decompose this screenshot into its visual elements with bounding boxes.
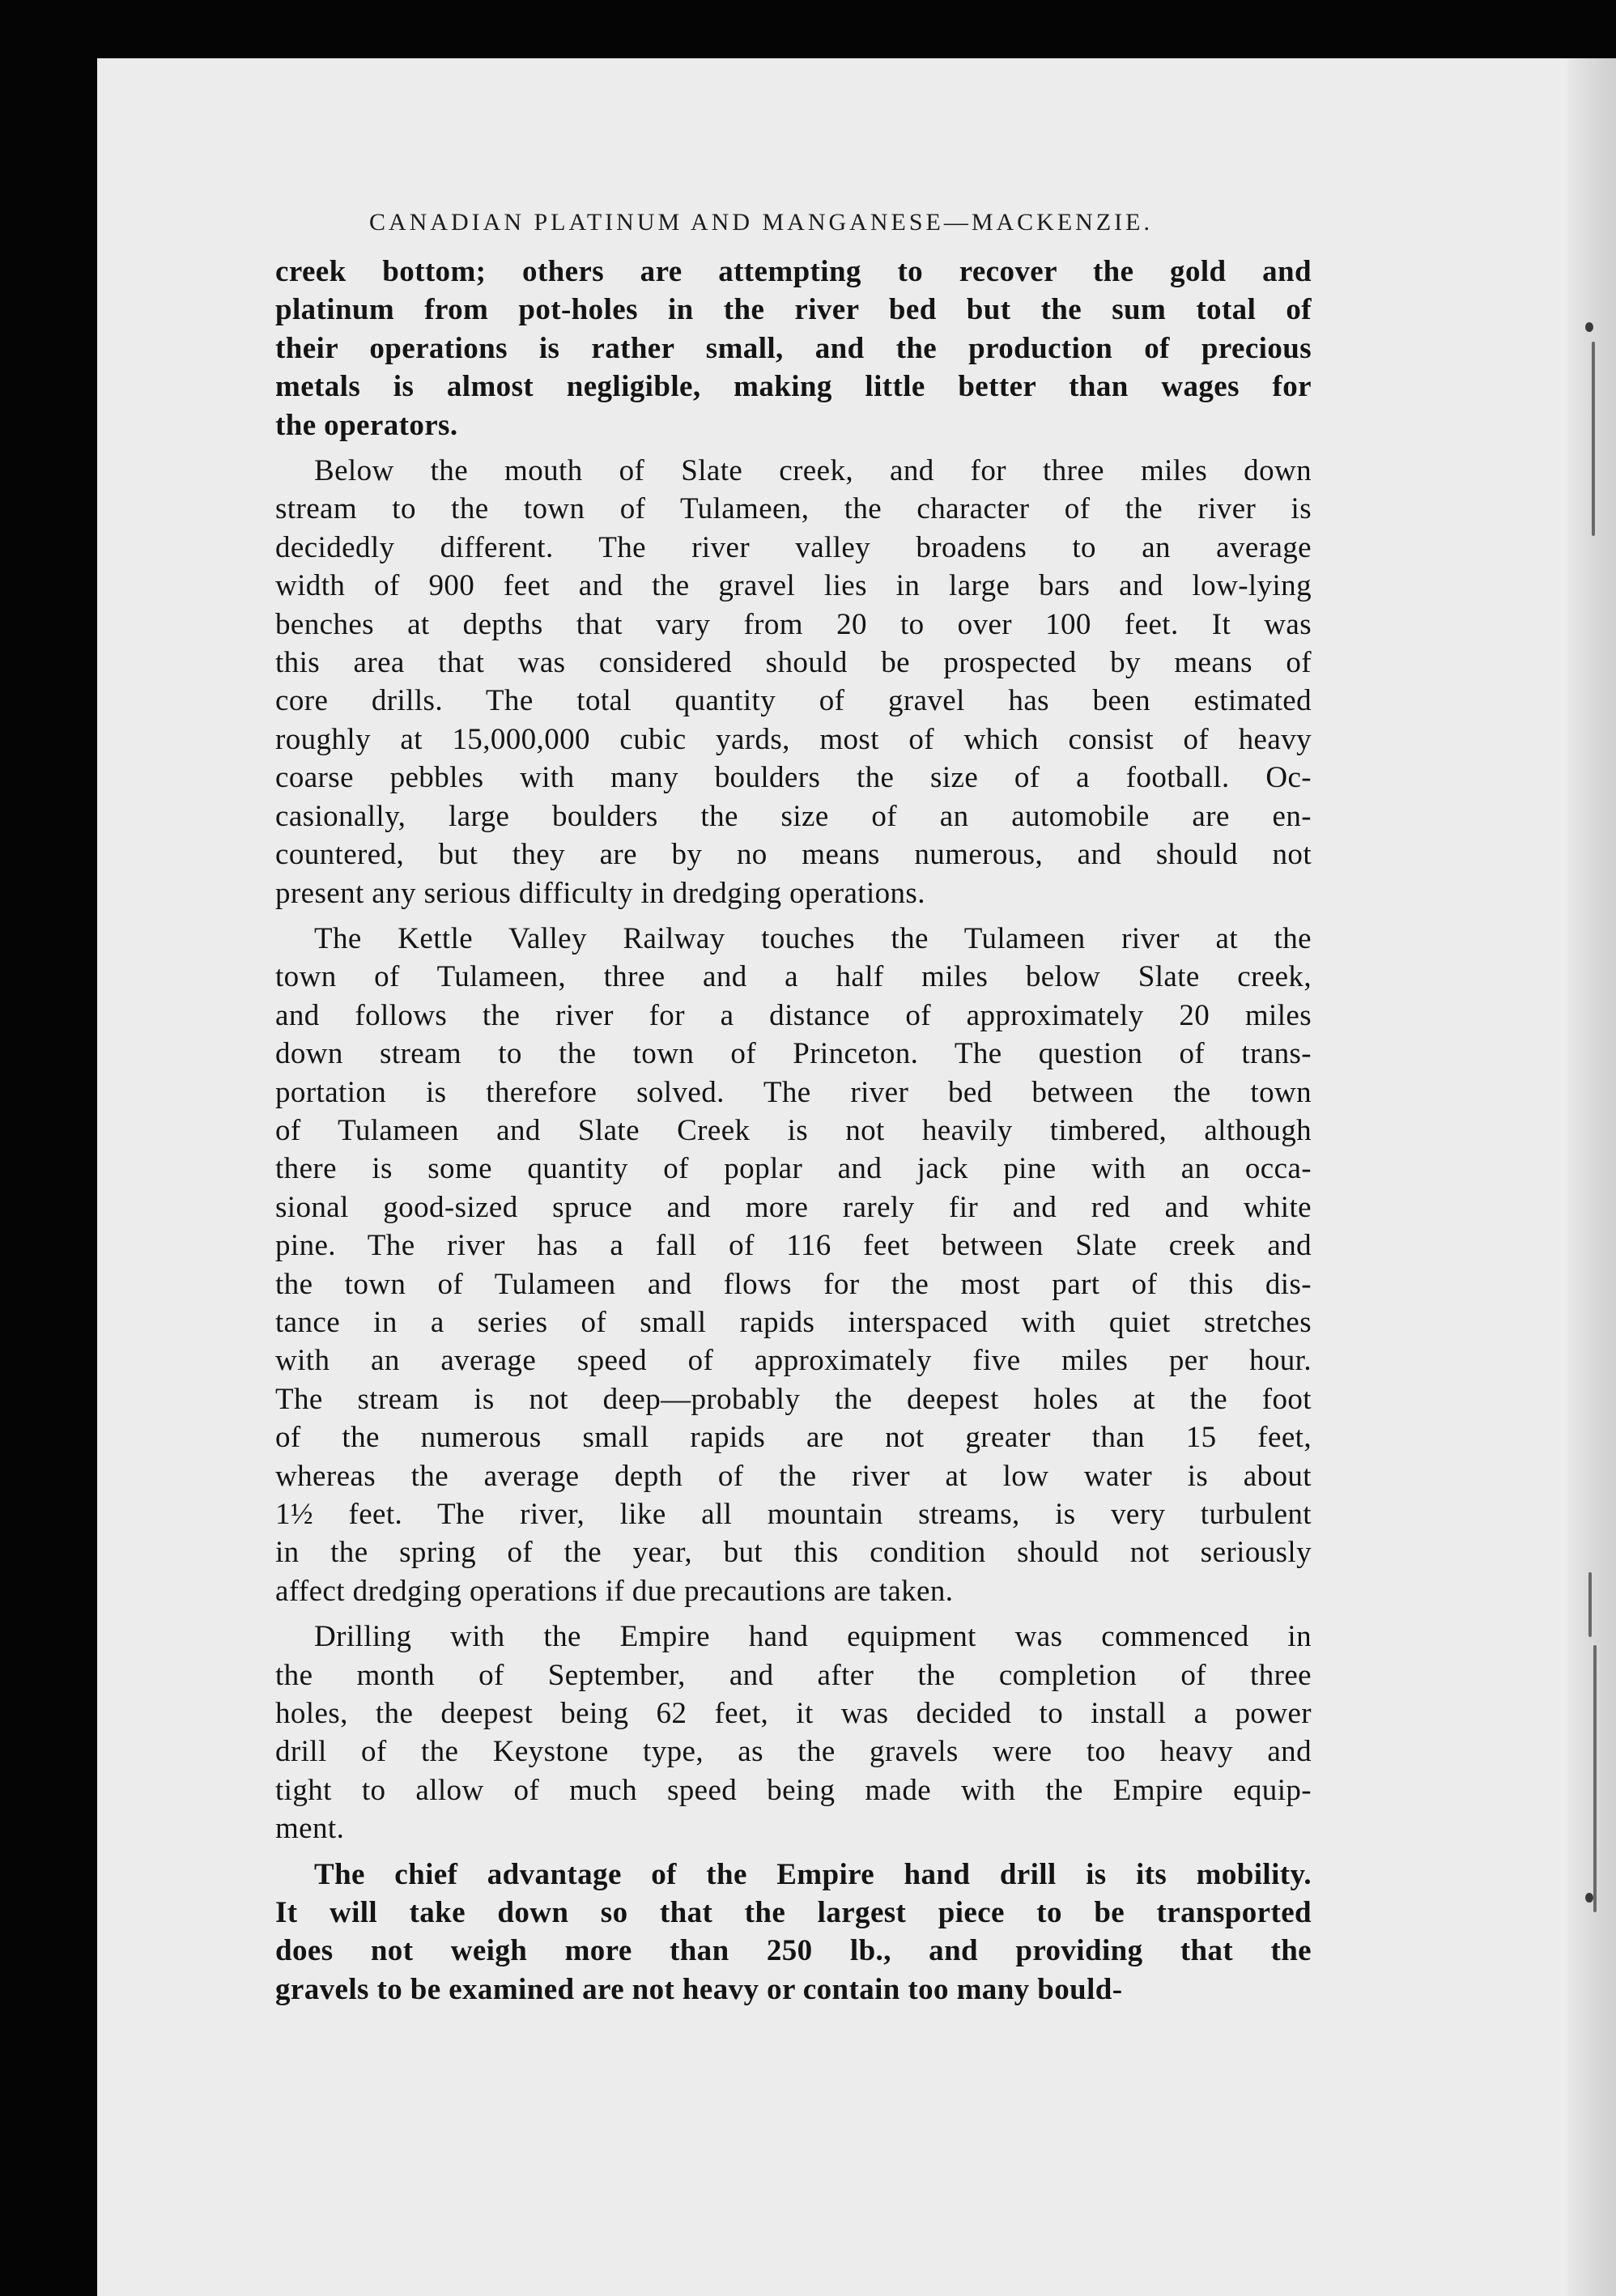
text-line: portation is therefore solved. The river bed between the town: [275, 1075, 1312, 1109]
running-head: CANADIAN PLATINUM AND MANGANESE—MACKENZIE.: [369, 209, 1153, 236]
page-edge-mark: [1593, 1645, 1597, 1912]
text-line: benches at depths that vary from 20 to over 100 feet. It was: [275, 607, 1312, 641]
text-line: tight to allow of much speed being made with the Empire equip-: [275, 1773, 1312, 1807]
text-line: of the numerous small rapids are not greater than 15 feet,: [275, 1421, 1312, 1455]
scan-speck: [1585, 1893, 1593, 1903]
text-line: town of Tulameen, three and a half miles below Slate creek,: [275, 960, 1312, 994]
text-line: 1½ feet. The river, like all mountain streams, is very turbulent: [275, 1498, 1312, 1531]
text-line: the town of Tulameen and flows for the most part of this dis-: [275, 1267, 1312, 1301]
text-line: does not weigh more than 250 lb., and providing that the: [275, 1934, 1312, 1968]
paragraph: [275, 253, 1312, 444]
text-line: stream to the town of Tulameen, the character of the river is: [275, 492, 1312, 526]
text-line: The chief advantage of the Empire hand drill is its mobility.: [314, 1857, 1312, 1891]
text-line: whereas the average depth of the river at low water is about: [275, 1459, 1312, 1493]
text-line: countered, but they are by no means numerous, and should not: [275, 838, 1312, 872]
text-line: the operators.: [275, 408, 458, 442]
text-line: core drills. The total quantity of gravel has been estimated: [275, 684, 1312, 718]
text-line: present any serious difficulty in dredging operations.: [275, 876, 925, 910]
paragraph: [275, 1618, 1312, 1847]
text-line: pine. The river has a fall of 116 feet between Slate creek and: [275, 1229, 1312, 1263]
text-line: tance in a series of small rapids interspaced with quiet stretches: [275, 1305, 1312, 1339]
text-line: The Kettle Valley Railway touches the Tulameen river at the: [314, 921, 1312, 955]
text-line: with an average speed of approximately five miles per hour.: [275, 1344, 1312, 1378]
text-line: creek bottom; others are attempting to recover the gold and: [275, 255, 1312, 288]
text-line: in the spring of the year, but this condition should not seriously: [275, 1536, 1312, 1570]
text-line: gravels to be examined are not heavy or contain too many bould-: [275, 1972, 1123, 2006]
text-line: Drilling with the Empire hand equipment was commenced in: [314, 1620, 1312, 1654]
paragraph: [275, 452, 1312, 912]
text-line: drill of the Keystone type, as the gravels were too heavy and: [275, 1735, 1312, 1769]
page-edge-mark: [1588, 1572, 1592, 1637]
text-line: Below the mouth of Slate creek, and for three miles down: [314, 454, 1312, 488]
paragraph: [275, 1856, 1312, 2009]
text-line: roughly at 15,000,000 cubic yards, most of which consist of heavy: [275, 722, 1312, 756]
text-line: affect dredging operations if due precautions are taken.: [275, 1574, 954, 1608]
text-line: sional good-sized spruce and more rarely fir and red and white: [275, 1190, 1312, 1224]
text-line: The stream is not deep—probably the deepest holes at the foot: [275, 1382, 1312, 1416]
text-line: down stream to the town of Princeton. The question of trans-: [275, 1037, 1312, 1071]
text-line: holes, the deepest being 62 feet, it was decided to install a power: [275, 1697, 1312, 1731]
paragraph: [275, 920, 1312, 1610]
text-line: metals is almost negligible, making little better than wages for: [275, 370, 1312, 404]
text-line: decidedly different. The river valley broadens to an average: [275, 530, 1312, 564]
text-line: the month of September, and after the completion of three: [275, 1658, 1312, 1692]
text-line: and follows the river for a distance of approximately 20 miles: [275, 998, 1312, 1032]
text-line: of Tulameen and Slate Creek is not heavily timbered, although: [275, 1113, 1312, 1147]
text-line: their operations is rather small, and the production of precious: [275, 331, 1312, 365]
text-line: coarse pebbles with many boulders the size of a football. Oc-: [275, 761, 1312, 795]
body-text: [275, 253, 1312, 2016]
text-line: It will take down so that the largest piece to be transported: [275, 1896, 1312, 1930]
text-line: ment.: [275, 1812, 345, 1846]
scan-speck: [1585, 322, 1593, 332]
text-line: there is some quantity of poplar and jack pine with an occa-: [275, 1152, 1312, 1186]
text-line: platinum from pot-holes in the river bed but the sum total of: [275, 293, 1312, 327]
text-line: this area that was considered should be prospected by means of: [275, 646, 1312, 680]
page-edge-mark: [1592, 342, 1595, 536]
text-line: casionally, large boulders the size of an automobile are en-: [275, 799, 1312, 833]
text-line: width of 900 feet and the gravel lies in large bars and low-lying: [275, 569, 1312, 603]
